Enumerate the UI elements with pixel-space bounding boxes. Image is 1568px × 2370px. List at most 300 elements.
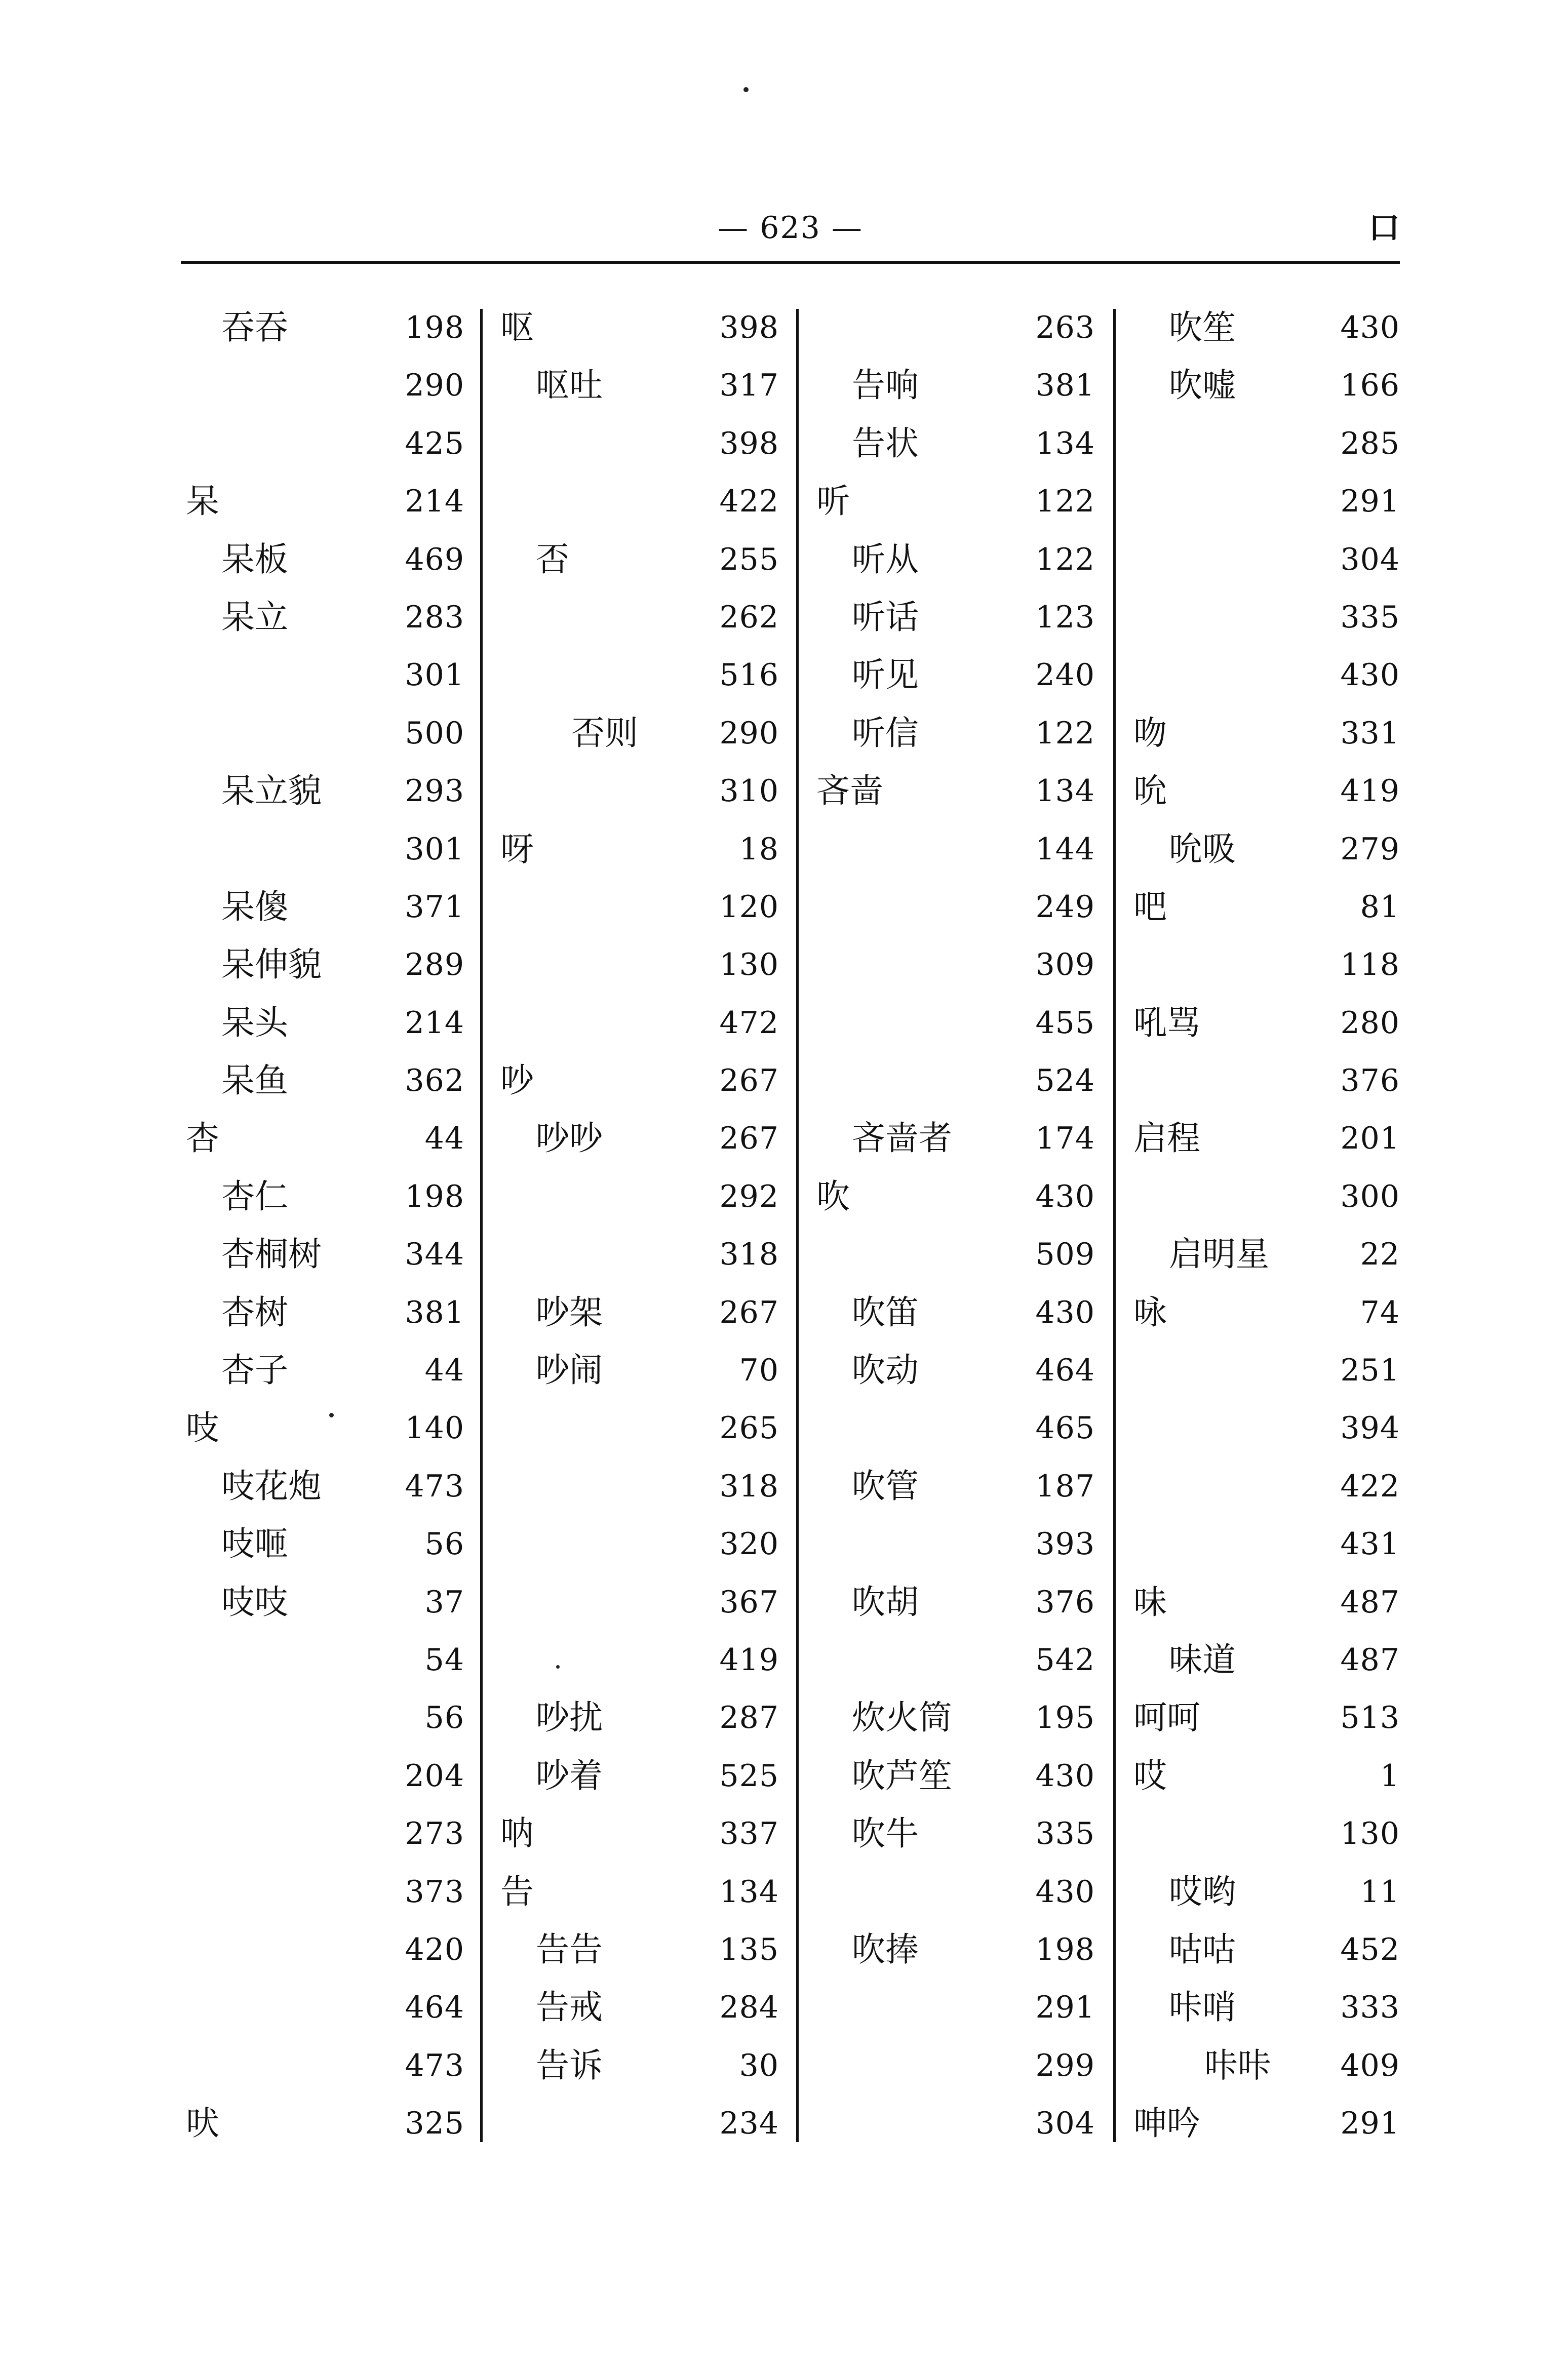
index-entry (1128, 472, 1400, 530)
entry-term: 吹胡 (852, 1582, 919, 1622)
entry-page-number: 262 (719, 599, 779, 635)
entry-page-number: 214 (405, 1005, 464, 1041)
index-entry (1128, 1805, 1400, 1863)
entry-page-number: 333 (1340, 1990, 1400, 2026)
entry-page-number: 431 (1340, 1526, 1400, 1562)
index-entry (495, 1921, 779, 1979)
entry-term: 告 (500, 1872, 534, 1911)
entry-page-number: 304 (1035, 2106, 1095, 2142)
entry-term: 吵扰 (536, 1698, 603, 1737)
page-number: — 623 — (718, 210, 863, 246)
index-entry (1128, 1515, 1400, 1573)
entry-page-number: 420 (405, 1931, 464, 1967)
entry-page-number: 469 (405, 541, 464, 577)
entry-page-number: 273 (405, 1816, 464, 1852)
index-entry (811, 1979, 1095, 2036)
index-entry (495, 1052, 779, 1110)
index-entry (181, 1399, 464, 1457)
entry-page-number: 118 (1340, 947, 1400, 983)
entry-page-number: 320 (719, 1526, 779, 1562)
entry-term: 呀 (500, 829, 534, 868)
entry-term: 启程 (1133, 1119, 1200, 1158)
index-entry (1128, 1052, 1400, 1110)
entry-term: 吵着 (536, 1756, 603, 1795)
entry-page-number: 293 (405, 773, 464, 809)
entry-page-number: 487 (1340, 1584, 1400, 1620)
index-entry (181, 1689, 464, 1747)
index-entry (1128, 299, 1400, 357)
entry-term: 吻 (1133, 713, 1167, 753)
entry-page-number: 214 (405, 484, 464, 520)
index-entry (811, 762, 1095, 820)
index-entry (1128, 1168, 1400, 1226)
index-column-1 (181, 299, 464, 2172)
index-entry (811, 878, 1095, 936)
entry-page-number: 122 (1035, 541, 1095, 577)
index-entry (181, 762, 464, 820)
index-entry (1128, 1110, 1400, 1167)
entry-page-number: 318 (719, 1468, 779, 1504)
entry-page-number: 285 (1340, 425, 1400, 461)
entry-term: 吹捧 (852, 1929, 919, 1969)
entry-term: 吝啬者 (852, 1119, 952, 1158)
entry-page-number: 335 (1340, 599, 1400, 635)
index-entry (495, 1689, 779, 1747)
entry-page-number: 291 (1340, 484, 1400, 520)
entry-page-number: 166 (1340, 368, 1400, 404)
index-entry (1128, 1689, 1400, 1747)
entry-page-number: 198 (405, 1178, 464, 1214)
index-entry (1128, 1863, 1400, 1921)
index-entry (1128, 1631, 1400, 1689)
index-entry (495, 1805, 779, 1863)
entry-term: 吹 (816, 1176, 850, 1216)
entry-page-number: 509 (1035, 1237, 1095, 1273)
entry-page-number: 291 (1340, 2106, 1400, 2142)
entry-term: 呐 (500, 1814, 534, 1853)
index-entry (181, 1168, 464, 1226)
entry-page-number: 430 (1035, 1874, 1095, 1910)
index-entry (495, 1573, 779, 1631)
index-entry (1128, 1284, 1400, 1341)
index-entry (811, 1399, 1095, 1457)
entry-page-number: 1 (1380, 1758, 1400, 1794)
index-entry (495, 1515, 779, 1573)
index-entry (181, 936, 464, 994)
index-entry (811, 1863, 1095, 1921)
entry-page-number: 299 (1035, 2047, 1095, 2083)
index-entry (495, 531, 779, 588)
index-entry (181, 646, 464, 704)
entry-page-number: 201 (1340, 1121, 1400, 1157)
index-entry (1128, 1573, 1400, 1631)
entry-page-number: 398 (719, 310, 779, 345)
entry-term: 呆鱼 (221, 1061, 288, 1100)
entry-page-number: 174 (1035, 1121, 1095, 1157)
column-divider (796, 309, 799, 2142)
entry-page-number: 300 (1340, 1178, 1400, 1214)
entry-page-number: 204 (405, 1758, 464, 1794)
entry-term: 杏桐树 (221, 1235, 322, 1274)
entry-term: 哎 (1133, 1756, 1167, 1795)
entry-page-number: 56 (424, 1700, 464, 1736)
entry-term: 吱花炮 (221, 1466, 322, 1506)
column-divider (480, 309, 483, 2142)
entry-page-number: 304 (1340, 541, 1400, 577)
entry-page-number: 279 (1340, 831, 1400, 867)
index-entry (495, 1284, 779, 1341)
entry-page-number: 301 (405, 831, 464, 867)
index-entry (811, 936, 1095, 994)
index-entry (495, 1110, 779, 1167)
entry-page-number: 198 (405, 310, 464, 345)
index-entry (811, 820, 1095, 878)
entry-term: 吮吸 (1169, 829, 1236, 868)
index-entry (181, 1631, 464, 1689)
entry-page-number: 144 (1035, 831, 1095, 867)
entry-term: 呆立貌 (221, 771, 322, 811)
index-entry (1128, 1457, 1400, 1515)
entry-page-number: 422 (719, 484, 779, 520)
entry-term: 吵闹 (536, 1351, 603, 1390)
entry-term: 启明星 (1169, 1235, 1269, 1274)
index-entry (181, 1052, 464, 1110)
entry-term: 听从 (852, 539, 919, 579)
index-entry (1128, 2095, 1400, 2152)
entry-page-number: 381 (1035, 368, 1095, 404)
entry-term: 呕吐 (536, 366, 603, 405)
index-entry (181, 878, 464, 936)
entry-page-number: 187 (1035, 1468, 1095, 1504)
entry-term: 吹芦笙 (852, 1756, 952, 1795)
index-entry (495, 936, 779, 994)
index-entry (495, 1631, 779, 1689)
entry-page-number: 419 (719, 1642, 779, 1678)
entry-page-number: 516 (719, 657, 779, 693)
index-entry (1128, 704, 1400, 762)
entry-term: 吵吵 (536, 1119, 603, 1158)
entry-page-number: 425 (405, 425, 464, 461)
entry-page-number: 331 (1340, 715, 1400, 751)
entry-page-number: 44 (424, 1121, 464, 1157)
entry-page-number: 419 (1340, 773, 1400, 809)
index-entry (495, 1457, 779, 1515)
index-entry (1128, 994, 1400, 1052)
entry-page-number: 318 (719, 1237, 779, 1273)
entry-page-number: 140 (405, 1410, 464, 1446)
index-entry (495, 878, 779, 936)
entry-term: 味 (1133, 1582, 1167, 1622)
section-radical: 口 (1368, 209, 1400, 246)
index-entry (1128, 878, 1400, 936)
entry-page-number: 487 (1340, 1642, 1400, 1678)
entry-term: 吹动 (852, 1351, 919, 1390)
entry-page-number: 430 (1035, 1178, 1095, 1214)
entry-page-number: 409 (1340, 2047, 1400, 2083)
entry-page-number: 11 (1360, 1874, 1400, 1910)
index-entry (495, 820, 779, 878)
index-entry (811, 994, 1095, 1052)
entry-term: 吵架 (536, 1292, 603, 1332)
index-entry (811, 2037, 1095, 2095)
entry-term: 听见 (852, 655, 919, 695)
entry-page-number: 473 (405, 1468, 464, 1504)
index-entry (495, 646, 779, 704)
entry-page-number: 280 (1340, 1005, 1400, 1041)
entry-term: 味道 (1169, 1640, 1236, 1679)
entry-page-number: 524 (1035, 1063, 1095, 1099)
entry-page-number: 267 (719, 1121, 779, 1157)
entry-page-number: 325 (405, 2106, 464, 2142)
index-entry (1128, 588, 1400, 646)
index-column-4 (1128, 299, 1400, 2172)
entry-page-number: 500 (405, 715, 464, 751)
index-entry (495, 472, 779, 530)
entry-term: 吠 (186, 2104, 219, 2143)
entry-page-number: 292 (719, 1178, 779, 1214)
entry-page-number: 376 (1340, 1063, 1400, 1099)
index-entry (811, 1168, 1095, 1226)
entry-page-number: 362 (405, 1063, 464, 1099)
index-entry (181, 415, 464, 472)
page-header (181, 203, 1400, 253)
entry-page-number: 394 (1340, 1410, 1400, 1446)
entry-page-number: 255 (719, 541, 779, 577)
index-entry (811, 646, 1095, 704)
entry-page-number: 381 (405, 1294, 464, 1330)
entry-page-number: 393 (1035, 1526, 1095, 1562)
entry-page-number: 130 (1340, 1816, 1400, 1852)
index-entry (1128, 1979, 1400, 2036)
entry-term: 吹嘘 (1169, 366, 1236, 405)
index-column-3 (811, 299, 1095, 2172)
index-entry (1128, 357, 1400, 414)
index-entry (495, 2095, 779, 2152)
index-entry (1128, 820, 1400, 878)
entry-page-number: 283 (405, 599, 464, 635)
index-entry (811, 1052, 1095, 1110)
entry-term: 告告 (536, 1929, 603, 1969)
entry-page-number: 240 (1035, 657, 1095, 693)
index-entry (181, 1110, 464, 1167)
index-entry (1128, 2037, 1400, 2095)
entry-page-number: 74 (1360, 1294, 1400, 1330)
entry-page-number: 430 (1035, 1758, 1095, 1794)
index-entry (811, 1689, 1095, 1747)
index-entry (181, 704, 464, 762)
index-entry (495, 415, 779, 472)
index-entry (1128, 1747, 1400, 1805)
index-entry (811, 472, 1095, 530)
index-entry (181, 1921, 464, 1979)
entry-page-number: 430 (1035, 1294, 1095, 1330)
index-entry (181, 1747, 464, 1805)
entry-page-number: 22 (1360, 1237, 1400, 1273)
entry-page-number: 265 (719, 1410, 779, 1446)
index-entry (811, 588, 1095, 646)
entry-page-number: 430 (1340, 657, 1400, 693)
index-entry (811, 1457, 1095, 1515)
entry-page-number: 335 (1035, 1816, 1095, 1852)
index-entry (811, 415, 1095, 472)
entry-term: 吱吱 (221, 1582, 288, 1622)
index-entry (181, 299, 464, 357)
index-entry (1128, 1341, 1400, 1399)
index-entry (181, 2037, 464, 2095)
entry-page-number: 251 (1340, 1353, 1400, 1389)
entry-page-number: 290 (719, 715, 779, 751)
index-entry (181, 472, 464, 530)
entry-page-number: 309 (1035, 947, 1095, 983)
index-entry (811, 1341, 1095, 1399)
entry-term: 告响 (852, 366, 919, 405)
entry-page-number: 37 (424, 1584, 464, 1620)
entry-term: 吝啬 (816, 771, 883, 811)
index-entry (181, 1515, 464, 1573)
index-entry (1128, 1399, 1400, 1457)
entry-term: 否 (536, 539, 569, 579)
entry-page-number: 56 (424, 1526, 464, 1562)
index-entry (811, 357, 1095, 414)
entry-term: 咕咕 (1169, 1929, 1236, 1969)
entry-term: 呆头 (221, 1003, 288, 1042)
index-entry (495, 1399, 779, 1457)
entry-page-number: 54 (424, 1642, 464, 1678)
index-entry (181, 531, 464, 588)
entry-term: 炊火筒 (852, 1698, 952, 1737)
entry-term: 咏 (1133, 1292, 1167, 1332)
index-entry (181, 2095, 464, 2152)
entry-page-number: 267 (719, 1294, 779, 1330)
entry-page-number: 284 (719, 1990, 779, 2026)
index-entry (495, 299, 779, 357)
entry-term: 吱 (186, 1408, 219, 1448)
index-entry (495, 1747, 779, 1805)
entry-page-number: 430 (1340, 310, 1400, 345)
index-entry (811, 299, 1095, 357)
entry-page-number: 195 (1035, 1700, 1095, 1736)
entry-term: 杏 (186, 1119, 219, 1158)
entry-term: 告状 (852, 423, 919, 463)
index-entry (811, 1515, 1095, 1573)
entry-page-number: 234 (719, 2106, 779, 2142)
entry-page-number: 398 (719, 425, 779, 461)
entry-term: 听话 (852, 597, 919, 637)
entry-term: 吹笙 (1169, 308, 1236, 347)
entry-term: 杏树 (221, 1292, 288, 1332)
entry-page-number: 291 (1035, 1990, 1095, 2026)
entry-term: 呕 (500, 308, 534, 347)
entry-term: 杏子 (221, 1351, 288, 1390)
index-entry (811, 1921, 1095, 1979)
entry-term: 否则 (571, 713, 638, 753)
entry-term: 呆傻 (221, 887, 288, 926)
entry-page-number: 30 (739, 2047, 779, 2083)
entry-term: 吹笛 (852, 1292, 919, 1332)
entry-term: 呆板 (221, 539, 288, 579)
entry-page-number: 122 (1035, 484, 1095, 520)
entry-page-number: 455 (1035, 1005, 1095, 1041)
index-entry (495, 1168, 779, 1226)
index-entry (181, 588, 464, 646)
entry-page-number: 134 (1035, 773, 1095, 809)
index-entry (811, 2095, 1095, 2152)
entry-term: 听 (816, 482, 850, 521)
index-entry (811, 1226, 1095, 1283)
index-entry (1128, 646, 1400, 704)
index-entry (495, 704, 779, 762)
index-entry (181, 1979, 464, 2036)
entry-page-number: 70 (739, 1353, 779, 1389)
entry-term: 呵呵 (1133, 1698, 1200, 1737)
entry-page-number: 301 (405, 657, 464, 693)
index-entry (1128, 1226, 1400, 1283)
entry-term: 咔哨 (1169, 1988, 1236, 2027)
entry-term: 告戒 (536, 1988, 603, 2027)
entry-page-number: 290 (405, 368, 464, 404)
entry-page-number: 367 (719, 1584, 779, 1620)
entry-term: 杏仁 (221, 1176, 288, 1216)
entry-term: 听信 (852, 713, 919, 753)
entry-page-number: 452 (1340, 1931, 1400, 1967)
index-entry (495, 2037, 779, 2095)
entry-page-number: 472 (719, 1005, 779, 1041)
index-entry (181, 994, 464, 1052)
entry-page-number: 287 (719, 1700, 779, 1736)
entry-term: 吧 (1133, 887, 1167, 926)
index-entry (811, 1110, 1095, 1167)
index-entry (1128, 762, 1400, 820)
entry-page-number: 465 (1035, 1410, 1095, 1446)
entry-page-number: 344 (405, 1237, 464, 1273)
index-entry (181, 820, 464, 878)
entry-page-number: 542 (1035, 1642, 1095, 1678)
entry-term: 哎哟 (1169, 1872, 1236, 1911)
entry-term: 吹牛 (852, 1814, 919, 1853)
entry-term: 吼骂 (1133, 1003, 1200, 1042)
entry-page-number: 317 (719, 368, 779, 404)
index-entry (811, 1573, 1095, 1631)
index-entry (1128, 415, 1400, 472)
entry-page-number: 198 (1035, 1931, 1095, 1967)
index-entry (181, 1284, 464, 1341)
speck-mark (743, 87, 749, 92)
entry-page-number: 267 (719, 1063, 779, 1099)
index-entry (495, 994, 779, 1052)
entry-page-number: 371 (405, 889, 464, 925)
index-entry (181, 1341, 464, 1399)
entry-term: 吵 (500, 1061, 534, 1100)
index-entry (811, 1747, 1095, 1805)
index-entry (495, 1341, 779, 1399)
index-entry (181, 1457, 464, 1515)
entry-page-number: 122 (1035, 715, 1095, 751)
index-entry (495, 588, 779, 646)
header-rule (181, 261, 1400, 264)
entry-page-number: 464 (1035, 1353, 1095, 1389)
entry-page-number: 473 (405, 2047, 464, 2083)
entry-page-number: 134 (1035, 425, 1095, 461)
index-entry (181, 1226, 464, 1283)
index-entry (181, 1573, 464, 1631)
column-divider (1113, 309, 1116, 2142)
index-entry (811, 531, 1095, 588)
index-column-2 (495, 299, 779, 2172)
index-entry (811, 1805, 1095, 1863)
entry-page-number: 249 (1035, 889, 1095, 925)
index-entry (181, 357, 464, 414)
entry-page-number: 513 (1340, 1700, 1400, 1736)
